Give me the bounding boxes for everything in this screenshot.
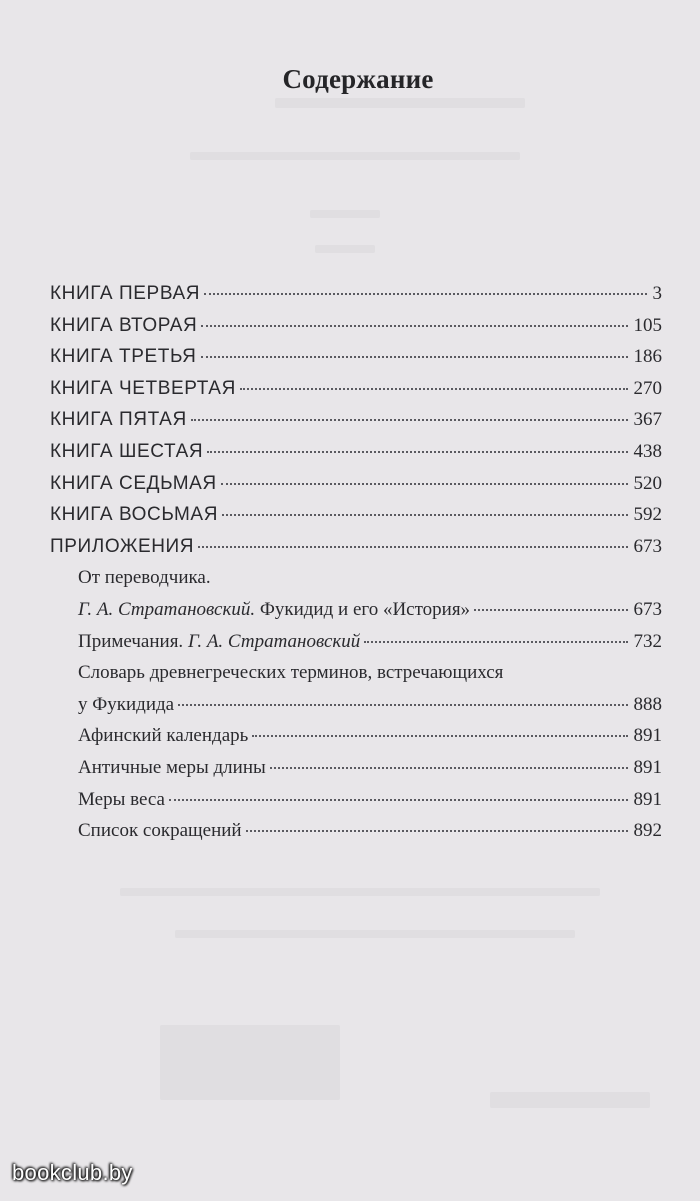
toc-entry-page: 438 (633, 440, 662, 462)
table-of-contents (50, 283, 662, 852)
toc-entry-label: КНИГА ВТОРАЯ (50, 314, 198, 336)
toc-entry-page: 891 (633, 725, 662, 747)
toc-entry-page: 592 (633, 504, 662, 526)
toc-entry-page: 270 (633, 377, 662, 399)
dot-leader (252, 734, 627, 737)
dot-leader (474, 608, 627, 611)
show-through-mark (490, 1092, 650, 1108)
toc-entry-book-5 (50, 409, 662, 441)
toc-entry-page: 105 (633, 314, 662, 336)
toc-entry-label: КНИГА ПЯТАЯ (50, 409, 187, 431)
toc-entry-book-8 (50, 504, 662, 536)
toc-entry-translator-essay (78, 599, 662, 631)
toc-entry-author: Г. А. Стратановский (187, 630, 361, 652)
toc-entry-label: ПРИЛОЖЕНИЯ (50, 535, 195, 557)
dot-leader (201, 324, 627, 327)
toc-entry-notes (78, 631, 662, 663)
toc-entry-appendices (50, 536, 662, 568)
dot-leader (169, 798, 628, 801)
toc-entry-author: Г. А. Стратановский. (78, 598, 256, 620)
toc-entry-label (78, 631, 360, 653)
page-title: Содержание (282, 64, 434, 94)
dot-leader (246, 829, 628, 832)
dot-leader (270, 766, 628, 769)
dot-leader (204, 292, 646, 295)
site-watermark: bookclub.by (12, 1160, 133, 1185)
toc-entry-label: КНИГА ТРЕТЬЯ (50, 346, 197, 368)
toc-entry-book-7 (50, 473, 662, 505)
toc-entry-label: КНИГА ШЕСТАЯ (50, 440, 204, 462)
toc-entry-page: 891 (633, 756, 662, 778)
dot-leader (240, 387, 628, 390)
toc-entry-label: КНИГА СЕДЬМАЯ (50, 472, 217, 494)
show-through-mark (120, 888, 600, 896)
toc-entry-glossary-line1: Словарь древнегреческих терминов, встречающихся (78, 662, 504, 684)
toc-entry-book-4 (50, 378, 662, 410)
toc-entry-label: Афинский календарь (78, 725, 249, 747)
toc-entry-page: 888 (633, 693, 662, 715)
dot-leader (222, 513, 627, 516)
toc-entry-title: Примечания. (78, 630, 188, 652)
toc-entry-label: Список сокращений (78, 820, 242, 842)
toc-entry-book-2 (50, 315, 662, 347)
dot-leader (198, 545, 627, 548)
toc-entry-book-1 (50, 283, 662, 315)
show-through-mark (175, 930, 575, 938)
toc-entry-page: 891 (633, 788, 662, 810)
toc-entry-book-6 (50, 441, 662, 473)
toc-entry-length-measures (78, 757, 662, 789)
toc-entry-translator-heading: От переводчика. (78, 567, 211, 589)
show-through-mark (275, 98, 525, 108)
dot-leader (364, 640, 627, 643)
toc-entry-weight-measures (78, 789, 662, 821)
toc-entry-title: Фукидид и его «История» (255, 598, 471, 620)
toc-entry-label: КНИГА ВОСЬМАЯ (50, 504, 219, 526)
show-through-mark (190, 152, 520, 160)
toc-entry-page: 520 (633, 472, 662, 494)
toc-entry-label: Меры веса (78, 788, 165, 810)
toc-entry-label: КНИГА ПЕРВАЯ (50, 283, 201, 304)
toc-entry-label: Античные меры длины (78, 756, 266, 778)
toc-entry-page: 673 (633, 535, 662, 557)
toc-entry-label (78, 599, 470, 621)
toc-entry-abbreviations (78, 820, 662, 852)
toc-entry-label: КНИГА ЧЕТВЕРТАЯ (50, 377, 236, 399)
dot-leader (201, 355, 628, 358)
toc-entry-page: 3 (652, 283, 662, 304)
toc-entry-label: у Фукидида (78, 693, 175, 715)
toc-entry-page: 892 (633, 820, 662, 842)
toc-entry-page: 186 (633, 346, 662, 368)
toc-entry-book-3 (50, 346, 662, 378)
dot-leader (191, 418, 628, 421)
show-through-mark (310, 210, 380, 218)
dot-leader (178, 703, 627, 706)
dot-leader (207, 450, 627, 453)
toc-entry-page: 367 (633, 409, 662, 431)
dot-leader (221, 482, 628, 485)
toc-entry-page: 673 (633, 598, 662, 620)
show-through-mark (160, 1025, 340, 1100)
toc-entry-glossary (78, 694, 662, 726)
show-through-mark (315, 245, 375, 253)
toc-entry-calendar (78, 725, 662, 757)
toc-entry-page: 732 (633, 630, 662, 652)
